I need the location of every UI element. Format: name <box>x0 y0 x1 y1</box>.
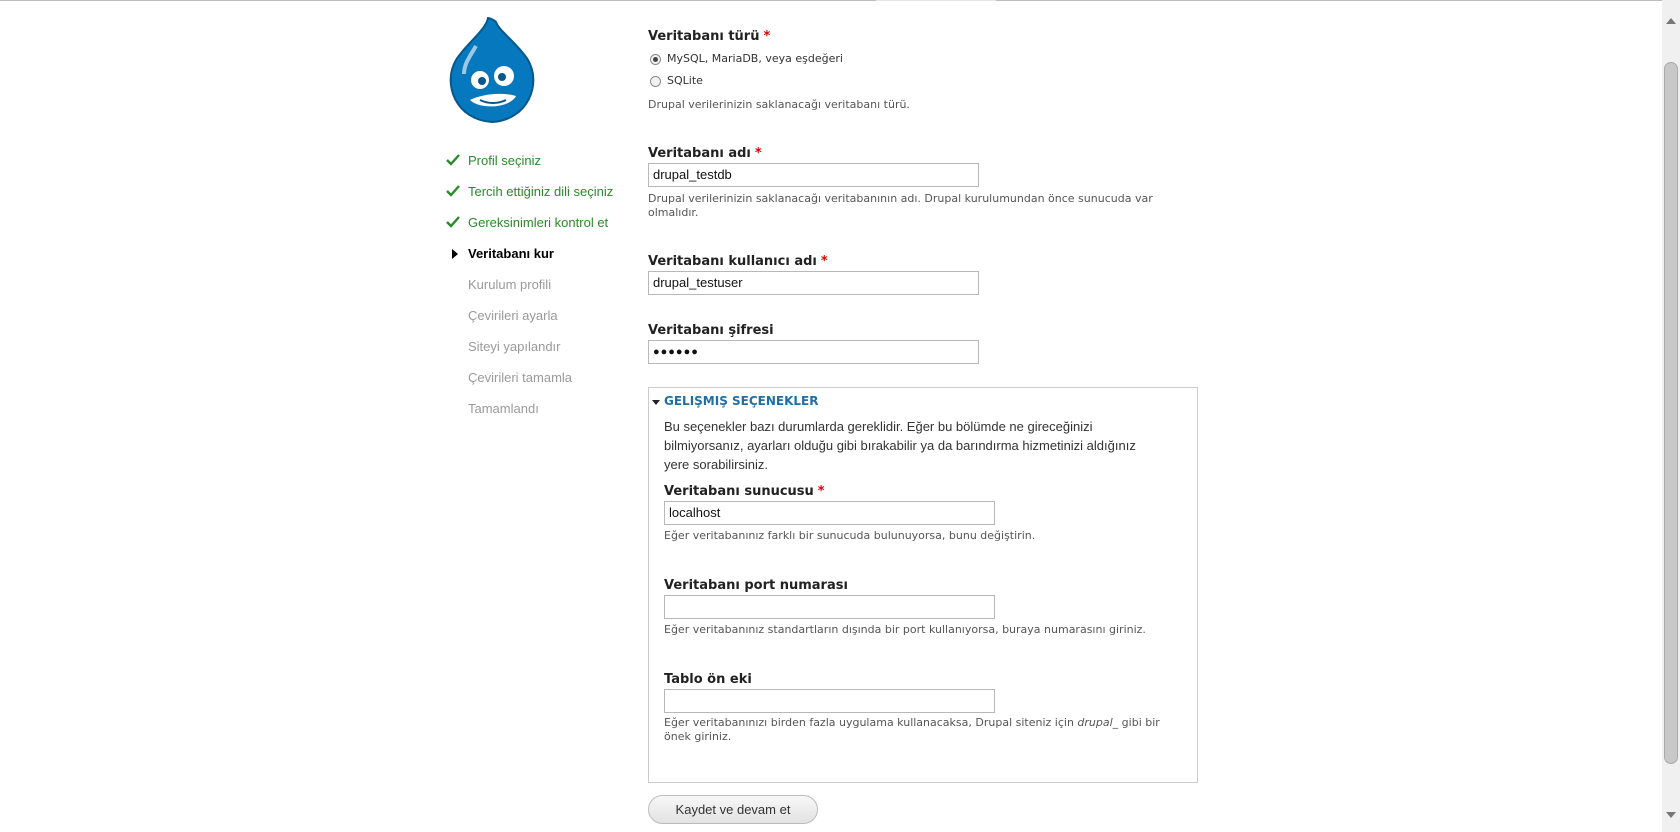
step-label: Çevirileri tamamla <box>468 370 573 385</box>
step-label: Tercih ettiğiniz dili seçiniz <box>468 184 614 199</box>
scrollbar-thumb[interactable] <box>1664 62 1678 764</box>
db-prefix-label: Tablo ön eki <box>664 672 752 687</box>
step-label: Tamamlandı <box>468 401 539 416</box>
step-label: Kurulum profili <box>468 277 552 292</box>
required-marker: * <box>763 29 771 44</box>
check-icon <box>446 216 460 228</box>
db-name-label: Veritabanı adı * <box>648 146 762 161</box>
required-marker: * <box>817 484 825 499</box>
db-type-description: Drupal verilerinizin saklanacağı veritabanı türü. <box>648 98 910 111</box>
vertical-scrollbar[interactable] <box>1662 0 1680 832</box>
db-prefix-description: Eğer veritabanınızı birden fazla uygulama kullanacaksa, Drupal siteniz için drupal_ gibi bir önek giriniz. <box>664 716 1160 743</box>
top-border <box>0 0 1662 1</box>
db-password-label: Veritabanı şifresi <box>648 323 774 338</box>
save-and-continue-button[interactable]: Kaydet ve devam et <box>648 795 818 824</box>
step-label: Çevirileri ayarla <box>468 308 558 323</box>
db-host-input[interactable]: localhost <box>664 501 995 525</box>
required-marker: * <box>754 146 762 161</box>
scroll-down-arrow-icon[interactable] <box>1666 812 1676 818</box>
db-name-description: Drupal verilerinizin saklanacağı veritabanının adı. Drupal kurulumundan önce sunucuda var olmalıdır. <box>648 192 1153 219</box>
db-type-sqlite-radio[interactable] <box>650 76 661 87</box>
collapse-triangle-icon[interactable] <box>652 400 660 405</box>
current-step-arrow-icon <box>452 249 458 259</box>
db-type-sqlite-label[interactable]: SQLite <box>667 74 703 87</box>
db-prefix-input[interactable] <box>664 689 995 713</box>
db-host-label: Veritabanı sunucusu * <box>664 484 825 499</box>
step-label: Siteyi yapılandır <box>468 339 561 354</box>
db-type-mysql-label[interactable]: MySQL, MariaDB, veya eşdeğeri <box>667 52 843 65</box>
db-password-input[interactable]: ●●●●●● <box>648 340 979 364</box>
advanced-options-intro: Bu seçenekler bazı durumlarda gereklidir. Eğer bu bölümde ne gireceğinizi bilmiyorsanız, ayarları olduğu gibi bırakabilir ya da barındırma hizmetinizi aldığınız yere sorabilirsiniz. <box>664 419 1136 472</box>
step-label: Veritabanı kur <box>468 246 554 261</box>
db-user-input[interactable]: drupal_testuser <box>648 271 979 295</box>
drupal-drop-icon <box>446 16 538 124</box>
advanced-options-toggle[interactable]: GELIŞMIŞ SEÇENEKLER <box>664 394 819 408</box>
db-host-description: Eğer veritabanınız farklı bir sunucuda bulunuyorsa, bunu değiştirin. <box>664 529 1036 542</box>
db-type-mysql-radio[interactable] <box>650 54 661 65</box>
db-port-description: Eğer veritabanınız standartların dışında bir port kullanıyorsa, buraya numarasını giriniz. <box>664 623 1146 636</box>
required-marker: * <box>820 254 828 269</box>
top-border-highlight <box>876 0 996 1</box>
db-user-label: Veritabanı kullanıcı adı * <box>648 254 828 269</box>
step-label: Gereksinimleri kontrol et <box>468 215 609 230</box>
db-type-label: Veritabanı türü * <box>648 29 771 44</box>
step-label: Profil seçiniz <box>468 153 541 168</box>
db-port-label: Veritabanı port numarası <box>664 578 848 593</box>
check-icon <box>446 154 460 166</box>
db-name-input[interactable]: drupal_testdb <box>648 163 979 187</box>
scroll-up-arrow-icon[interactable] <box>1666 18 1676 24</box>
db-port-input[interactable] <box>664 595 995 619</box>
check-icon <box>446 185 460 197</box>
